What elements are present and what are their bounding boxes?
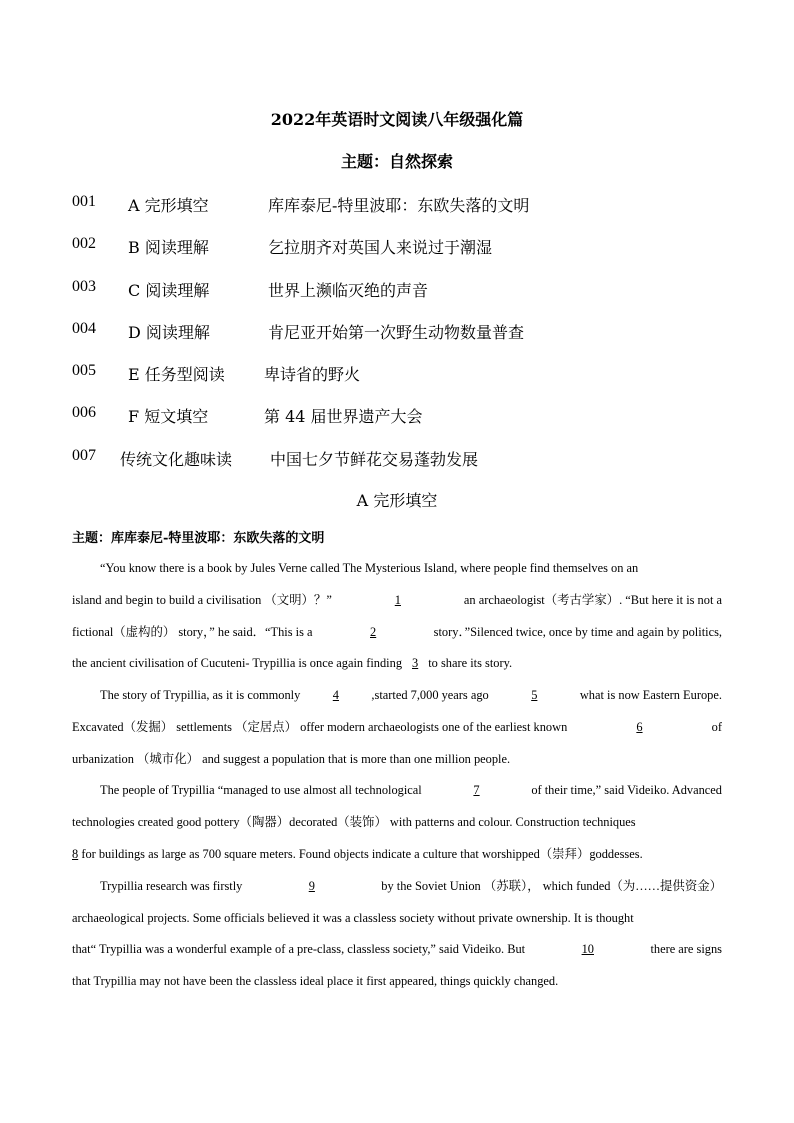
passage-text: what is now Eastern Europe. <box>579 688 722 702</box>
toc-type: F 短文填空 <box>128 407 209 426</box>
blank-4: 4 <box>332 688 339 702</box>
passage-text: for buildings as large as 700 square meters. Found objects indicate a culture that worshipped（崇拜）goddesses. <box>81 847 643 861</box>
page-title: 2022年英语时文阅读八年级强化篇 <box>270 110 524 129</box>
passage-text: that“ Trypillia was a wonderful example of a pre-class, classless society,” said Videiko. But <box>72 942 526 956</box>
toc-item <box>72 447 722 471</box>
passage-text: an archaeologist（考古学家）. “But here it is not a <box>463 593 722 607</box>
passage-line <box>72 652 722 674</box>
toc-topic: 卑诗省的野火 <box>264 365 361 384</box>
toc-number: 003 <box>72 278 96 295</box>
passage-text: story．”Silenced twice, once by time and again by politics, <box>433 625 722 639</box>
toc-item <box>72 362 722 386</box>
toc-type: D 阅读理解 <box>128 323 210 342</box>
section-title: A 完形填空 <box>356 491 438 510</box>
toc-number: 006 <box>72 404 96 421</box>
passage-text: to share its story. <box>428 656 513 670</box>
page-subtitle: 主题：自然探索 <box>340 152 453 171</box>
passage-line <box>72 589 722 611</box>
blank-7: 7 <box>473 783 480 797</box>
blank-2: 2 <box>370 625 377 639</box>
passage-text: the ancient civilisation of Cucuteni- Trypillia is once again finding <box>72 656 403 670</box>
passage-line: “You know there is a book by Jules Verne called The Mysterious Island, where people find themselves on an <box>100 561 639 575</box>
passage-line: urbanization （城市化） and suggest a population that is more than one million people. <box>72 752 511 766</box>
blank-8: 8 <box>72 847 79 861</box>
blank-5: 5 <box>531 688 538 702</box>
blank-10: 10 <box>581 942 594 956</box>
toc-item <box>72 404 722 428</box>
toc-item <box>72 193 722 217</box>
passage-line: archaeological projects. Some officials believed it was a classless society without private ownership. It is thought <box>72 911 634 925</box>
passage-line <box>100 684 722 706</box>
passage-line: that Trypillia may not have been the classless ideal place it first appeared, things quickly changed. <box>72 974 559 988</box>
passage-line <box>100 875 722 897</box>
passage-text: The people of Trypillia “managed to use almost all technological <box>100 783 422 797</box>
blank-9: 9 <box>308 879 315 893</box>
passage-text: fictional（虚构的） story，” he said．“This is a <box>72 625 313 639</box>
passage-text: by the Soviet Union （苏联）， which funded（为……提供资金） <box>381 879 722 893</box>
passage-line <box>72 621 722 643</box>
passage-text: of <box>711 720 722 734</box>
toc-topic: 中国七夕节鲜花交易蓬勃发展 <box>270 450 479 469</box>
passage-line <box>100 779 722 801</box>
passage-text: ,started 7,000 years ago <box>371 688 489 702</box>
passage-text: Trypillia research was firstly <box>100 879 243 893</box>
toc-number: 005 <box>72 362 96 379</box>
toc-type: 传统文化趣味读 <box>120 450 233 469</box>
toc-number: 002 <box>72 235 96 252</box>
passage-text: island and begin to build a civilisation （文明）？” <box>72 593 332 607</box>
toc-number: 004 <box>72 320 96 337</box>
blank-3: 3 <box>412 656 419 670</box>
toc-number: 001 <box>72 193 96 210</box>
toc-type: E 任务型阅读 <box>128 365 225 384</box>
toc-item <box>72 235 722 259</box>
passage-text: there are signs <box>650 942 722 956</box>
toc-item <box>72 278 722 302</box>
passage-line <box>72 843 722 865</box>
toc-topic: 库库泰尼-特里波耶：东欧失落的文明 <box>268 196 530 215</box>
toc-topic: 肯尼亚开始第一次野生动物数量普查 <box>268 323 525 342</box>
passage-text: The story of Trypillia, as it is commonly <box>100 688 301 702</box>
blank-1: 1 <box>394 593 401 607</box>
passage-line <box>72 938 722 960</box>
passage-line: technologies created good pottery（陶器）decorated（装饰） with patterns and colour. Construction techniques <box>72 815 636 829</box>
passage-line <box>72 716 722 738</box>
toc-type: C 阅读理解 <box>128 281 210 300</box>
toc-topic: 世界上濒临灭绝的声音 <box>268 281 429 300</box>
toc-type: A 完形填空 <box>128 196 209 215</box>
toc-item <box>72 320 722 344</box>
toc-topic: 乞拉朋齐对英国人来说过于潮湿 <box>268 238 493 257</box>
toc-number: 007 <box>72 447 96 464</box>
blank-6: 6 <box>636 720 643 734</box>
passage-text: Excavated（发掘） settlements （定居点） offer modern archaeologists one of the earliest known <box>72 720 568 734</box>
passage-text: of their time,” said Videiko. Advanced <box>531 783 722 797</box>
toc-topic: 第 44 届世界遗产大会 <box>264 407 423 426</box>
section-topic: 主题：库库泰尼-特里波耶：东欧失落的文明 <box>72 531 325 546</box>
toc-type: B 阅读理解 <box>128 238 209 257</box>
